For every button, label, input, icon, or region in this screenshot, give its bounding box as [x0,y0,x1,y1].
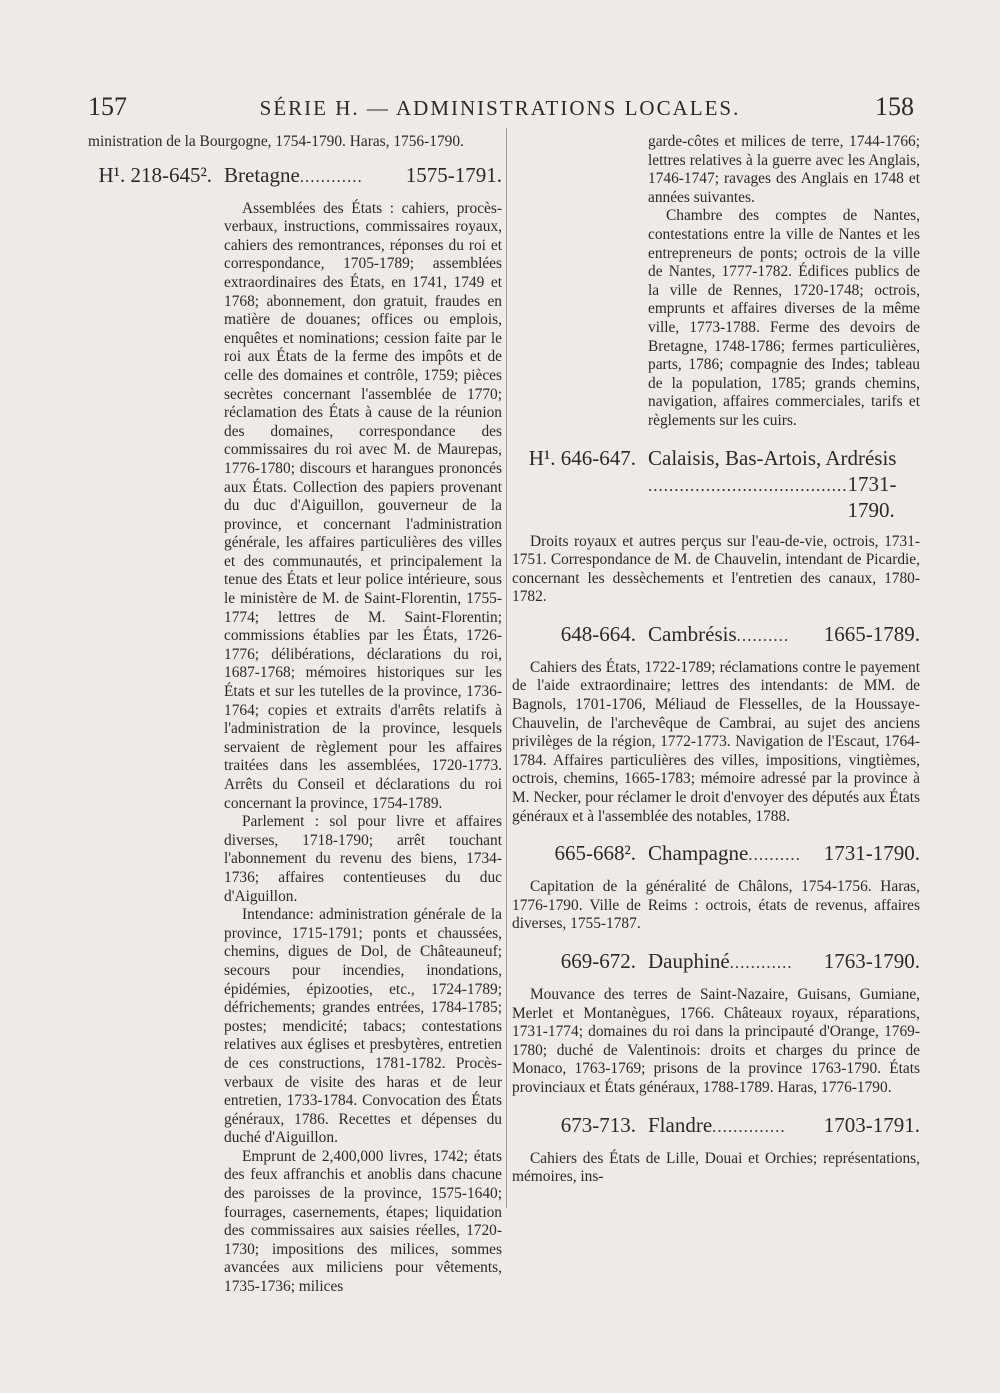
paragraph: Chambre des comptes de Nantes, contestations entre la ville de Nantes et les entrepreneurs de ponts; octrois de la ville de Nantes, 1777-1782. Édifices publics de la ville de Rennes, 1720-1748; octrois, emprunts et affaires diverses de la même ville, 1773-1788. Ferme des devoirs de Bretagne, 1748-1786; fermes particulières, parts, 1786; compagnie des Indes; tableau de la population, 1785; grands chemins, navigation, affaires commerciales, tarifs et règlements sur les cuirs. [648,207,920,429]
left-column [88,133,502,1297]
entry-dates: 1731-1790. [847,471,897,522]
paragraph: Intendance: administration générale de la province, 1715-1791; ponts et chaussées, chemins, digues de Dol, de Châteauneuf; secours pour incendies, inondations, épidémies, épizooties, etc., 1724-1789; défrichements; grandes entrées, 1784-1785; postes; mendicité; tabacs; contestations relatives aux églises et presbytères, entretien de ces constructions, 1781-1782. Procès-verbaux de visite des haras et de leur entretien, 1733-1784. Convocation des États généraux, 1786. Recettes et dépenses du duché d'Aiguillon. [224,906,502,1147]
leader-dots: .......... [748,845,801,865]
entry-number: 669-672. [560,949,636,973]
paragraph: Parlement : sol pour livre et affaires diverses, 1718-1790; arrêt touchant l'abonnement du revenu des biens, 1734-1736; affaires contentieuses du duc d'Aiguillon. [224,813,502,905]
entry-title: Dauphiné [648,949,730,973]
paragraph: Assemblées des États : cahiers, procès-verbaux, instructions, commissaires royaux, cahiers des remontrances, réponses du roi et correspondance, 1705-1789; assemblées extraordinaires des États, en 1741, 1749 et 1768; abonnement, don gratuit, fraudes en matière de douanes; offices ou emplois, enquêtes et nominations; cession faite par le roi aux États de la ferme des impôts et de celle des domaines et contrôle, 1759; pièces secrètes concernant l'assemblée de 1770; réclamation des États à cause de la réunion des domaines, correspondance des commissaires du roi avec M. de Maurepas, 1776-1780; discours et harangues prononcés aux États. Collection des papiers provenant du duc d'Aiguillon, gouverneur de la province, et concernant l'administration générale, les affaires particulières des villes et des communautés, et principalement la tenue des États et leur police intérieure, sous le ministère de M. de Saint-Florentin, 1755-1774; lettres de M. Saint-Florentin; commissions établies par les États, 1726-1776; délibérations, déclarations du roi, 1687-1768; mémoires historiques sur les États et sur les tutelles de la province, 1736-1764; copies et extraits d'arrêts relatifs à l'administration de la province, lesquels servaient de règlement pour les affaires traitées dans les assemblées, 1720-1773. Arrêts du Conseil et déclarations du roi concernant la province, 1754-1789. [224,199,502,812]
entry-dates: 1665-1789. [823,621,920,646]
entry-dauphine-body: Mouvance des terres de Saint-Nazaire, Guisans, Gumiane, Merlet et Montanègues, 1766. Châteaux royaux, réparations, 1731-1774; domaines du roi dans la principauté d'Orange, 1769-1780; duché de Valentinois: droits et charges du prince de Monaco, 1763-1769; prisons de la province 1763-1790. États provinciaux et États généraux, 1788-1789. Haras, 1776-1790. [512,986,920,1096]
paragraph: garde-côtes et milices de terre, 1744-1766; lettres relatives à la guerre avec les Anglais, 1746-1747; ravages des Anglais en 1748 et années suivantes. [648,133,920,206]
entry-flandre-heading [512,1112,920,1140]
entry-title: Flandre [648,1112,713,1137]
entry-bretagne-heading [88,162,502,190]
entry-title: Cambrésis [648,621,737,646]
bretagne-continuation [648,133,920,431]
leader-dots: ...................................... [648,475,848,495]
leader-dots: ............ [729,953,793,972]
entry-number: H¹. 646-647. [528,445,636,470]
running-title: SÉRIE H. — ADMINISTRATIONS LOCALES. [259,96,741,120]
entry-title: Bretagne [224,162,300,187]
entry-number: 648-664. [560,621,636,646]
entry-calaisis-dateline [648,471,920,523]
leader-dots: ............ [299,166,363,186]
entry-dates: 1763-1790. [823,949,920,973]
entry-dates: 1703-1791. [823,1112,920,1137]
right-column [512,133,920,1187]
entry-bretagne-body [224,200,502,1297]
column-divider [506,128,507,1208]
entry-number: H¹. 218-645². [98,162,212,187]
entry-title: Champagne [648,841,749,866]
leader-dots: .......... [736,625,790,645]
entry-title: Calaisis, Bas-Artois, Ardrésis [648,445,897,470]
entry-dates: 1575-1791. [405,162,502,187]
leader-dots: .............. [712,1116,786,1136]
entry-number: 673-713. [560,1112,636,1137]
entry-champagne-body: Capitation de la généralité de Châlons, 1754-1756. Haras, 1776-1790. Ville de Reims : octrois, états de revenus, affaires diverses, 1755-1787. [512,878,920,933]
entry-calaisis-heading [512,445,920,471]
entry-champagne-heading [512,840,920,868]
entry-number: 665-668². [554,841,636,866]
entry-calaisis-body: Droits royaux et autres perçus sur l'eau-de-vie, octrois, 1731-1751. Correspondance de M. de Chauvelin, intendant de Picardie, concernant les dessèchements et l'entretien des canaux, 1780-1782. [512,532,920,606]
page-number-left: 157 [88,92,127,121]
entry-dates: 1731-1790. [823,841,920,866]
entry-cambresis-heading [512,621,920,649]
paragraph: Emprunt de 2,400,000 livres, 1742; états des feux affranchis et anoblis dans chacune des paroisses de la province, 1575-1640; fourrages, casernements, étapes; liquidation des commissaires aux saisies réelles, 1720-1730; impositions des milices, sommes avancées aux miliciens pour vêtements, 1735-1736; milices [224,1147,502,1296]
entry-cambresis-body: Cahiers des États, 1722-1789; réclamations contre le payement de l'aide extraordinaire; lettres des intendants: de MM. de Bagnols, 1701-1706, Méliaud de Flesselles, de la Houssaye-Chauvelin, de l'archevêque de Cambrai, au sujet des anciens privilèges de la région, 1772-1773. Navigation de l'Escaut, 1764-1784. Affaires particulières des villes, impositions, vingtièmes, octrois, chemins, 1665-1783; mémoire adressé par la province à M. Necker, pour réclamer le droit d'envoyer des députés aux États généraux et à l'assemblée des notables, 1788. [512,658,920,825]
intro-continuation: ministration de la Bourgogne, 1754-1790. Haras, 1756-1790. [88,133,464,150]
entry-dauphine-heading [512,948,920,976]
page-header [0,92,1000,132]
entry-flandre-body: Cahiers des États de Lille, Douai et Orchies; représentations, mémoires, ins- [512,1149,920,1186]
page-number-right: 158 [875,92,914,121]
